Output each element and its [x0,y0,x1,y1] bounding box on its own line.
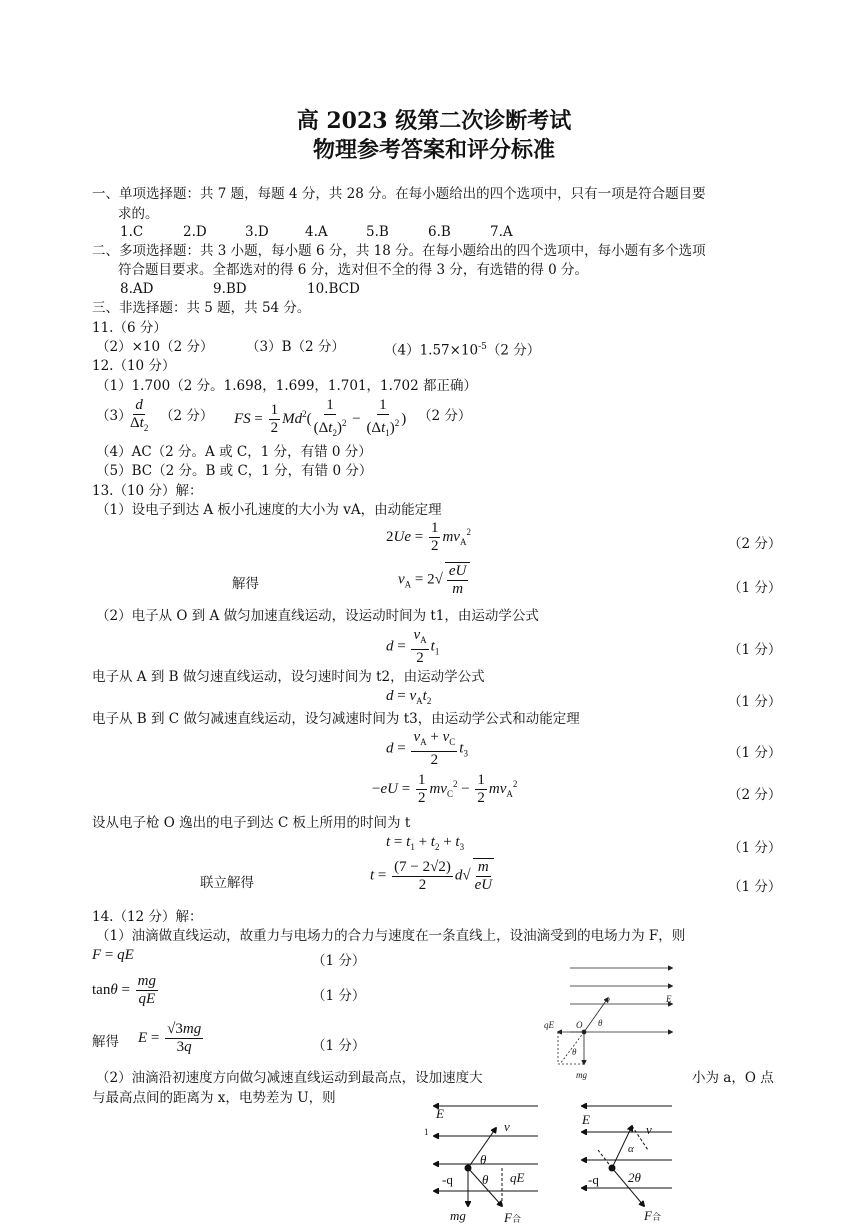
q13-line-3: 电子从 A 到 B 做匀速直线运动，设匀速时间为 t2，由运动学公式 [92,669,485,685]
fig1-label-e: E [666,994,672,1004]
fig2-label-1: 1 [424,1127,429,1137]
eq-va: $v_A = 2√$ $\frac{eU}{m}$ [398,562,472,598]
q13-score-4: （1 分） [728,694,782,710]
answer-10: 10.BCD [307,281,360,297]
q13-line-5: 设从电子枪 O 逸出的电子到达 C 板上所用的时间为 t [92,815,411,831]
fig3-label-2theta: 2θ [628,1170,641,1185]
q13-score-6: （2 分） [728,787,782,803]
q13-score-1: （2 分） [728,536,782,552]
fig2-label-theta-2: θ [482,1172,489,1187]
q11-heading: 11.（6 分） [92,320,167,336]
eq-t-result: t = $\frac{(7 - 2√2)}{2}$ d√ $\frac{m}{eU}$ [370,858,493,893]
q14-score-1: （1 分） [312,953,366,969]
answer-7: 7.A [490,224,513,240]
eq-2ue: 2Ue = $\frac{1}{2}$ $mv_A^2$ [386,520,471,554]
q13-score-3: （1 分） [728,642,782,658]
answer-4: 4.A [305,224,328,240]
q12-part4: （4）AC（2 分。A 或 C，1 分，有错 0 分） [96,444,372,460]
q13-line-4: 电子从 B 到 C 做匀减速直线运动，设匀减速时间为 t3，由运动学公式和动能定理 [92,711,580,727]
q14-jiede: 解得 [92,1034,119,1050]
fig3-label-minus-q: -q [588,1172,599,1187]
q12-heading: 12.（10 分） [92,358,176,374]
answer-8: 8.AD [120,281,154,297]
answer-9: 9.BD [213,281,247,297]
fig2-label-theta: θ [480,1152,487,1167]
q11-part2: （2）×10（2 分） [96,339,214,355]
fig1-label-mg: mg [576,1070,587,1080]
q13-lianli: 联立解得 [200,875,254,891]
section-3-heading: 三、非选择题：共 5 题，共 54 分。 [92,300,311,316]
fig2-label-f: F合 [504,1210,521,1225]
formula-fs: FS = $\frac{1}{2}$ Md$^2$( $\frac{1}{(\Delta t_2)^2}$ − $\frac{1}{(\Delta t_1)^2}$ ) [234,397,407,438]
answer-3: 3.D [245,224,269,240]
eq-f-qe: F = qE [92,947,134,963]
q14-line-2b: 小为 a，O 点 [692,1070,774,1086]
deceleration-diagram-left [420,1098,550,1226]
fig3-label-alpha: α [628,1143,634,1155]
q14-score-3: （1 分） [312,1038,366,1054]
answer-1: 1.C [120,224,144,240]
answer-2: 2.D [183,224,207,240]
fig2-label-mg: mg [450,1208,466,1223]
deceleration-diagram-right [572,1098,682,1226]
fig1-label-theta-2: θ [572,1047,577,1057]
q14-heading: 14.（12 分）解： [92,909,203,925]
fig2-label-v: v [504,1119,510,1134]
section-1-heading: 一、单项选择题：共 7 题，每题 4 分，共 28 分。在每小题给出的四个选项中，只有一项是符合题目要 [92,186,706,202]
fig2-label-qe: qE [510,1170,525,1185]
q13-score-5: （1 分） [728,745,782,761]
answer-5: 5.B [366,224,389,240]
fig1-label-theta: θ [598,1018,603,1028]
eq-energy: −eU = $\frac{1}{2}$ $mv_C^2$ − $\frac{1}{2}$ $mv_A^2$ [372,772,518,806]
q13-score-8: （1 分） [728,879,782,895]
q14-line-2a: （2）油滴沿初速度方向做匀减速直线运动到最高点，设加速度大 [96,1070,483,1086]
q11-part3: （3）B（2 分） [246,339,345,355]
q12-part1: （1）1.700（2 分。1.698，1.699，1.701，1.702 都正确） [96,378,477,394]
eq-d2: $d = v_At_2$ [386,688,432,706]
q14-line-1: （1）油滴做直线运动，故重力与电场力的合力与速度在一条直线上，设油滴受到的电场力为 F，则 [96,928,686,944]
fig3-label-v: v [646,1122,652,1137]
q13-score-2: （1 分） [728,580,782,596]
eq-d1: d = $\frac{v_A}{2}$ $t_1$ [386,627,440,666]
fig1-label-o: O [576,1020,583,1030]
q14-line-3: 与最高点间的距离为 x，电势差为 U，则 [92,1090,336,1106]
q14-score-2: （1 分） [312,988,366,1004]
oil-drop-force-diagram [540,960,685,1085]
eq-d3: d = $\frac{v_A + v_C}{2}$ $t_3$ [386,729,468,768]
q13-line-2: （2）电子从 O 到 A 做匀加速直线运动，设运动时间为 t1，由运动学公式 [96,608,539,624]
q11-part4: $(4)1.57\times 10^{-5}(2$ 分） [384,342,541,359]
q12-part5: （5）BC（2 分。B 或 C，1 分，有错 0 分） [96,463,373,479]
q13-jiede: 解得 [232,576,259,592]
q12-part3-label: （3） [96,408,132,424]
title-line-2: 物理参考答案和评分标准 [312,137,555,163]
section-2-heading-cont: 符合题目要求。全都选对的得 6 分，选对但不全的得 3 分，有选错的得 0 分。 [118,262,589,278]
fig2-label-e: E [436,1106,444,1121]
formula-d-over-dt2: $\frac{d}{\Delta t_2}$ [130,397,149,433]
fig3-label-f: F合 [644,1208,661,1223]
q12-score-a: （2 分） [160,408,214,424]
eq-tan: tanθ = $\frac{mg}{qE}$ [92,973,157,1007]
title-line-1: 高 2023 级第二次诊断考试 [296,108,572,134]
eq-t-sum: $t = t_1 + t_2 + t_3$ [386,834,465,852]
section-1-heading-cont: 求的。 [118,206,159,222]
fig3-label-e: E [582,1112,590,1127]
fig1-label-qe: qE [544,1020,554,1030]
q12-score-b: （2 分） [418,408,472,424]
eq-e: E = $\frac{√3mg}{3q}$ [138,1021,202,1055]
answer-6: 6.B [428,224,451,240]
section-2-heading: 二、多项选择题：共 3 小题，每小题 6 分，共 18 分。在每小题给出的四个选项中，每小题有多个选项 [92,243,706,259]
q13-heading: 13.（10 分）解： [92,483,203,499]
q13-score-7: （1 分） [728,840,782,856]
q13-line-1: （1）设电子到达 A 板小孔速度的大小为 vA，由动能定理 [96,502,442,518]
fig1-label-v: v [606,995,610,1005]
fig2-label-minus-q: -q [442,1172,453,1187]
